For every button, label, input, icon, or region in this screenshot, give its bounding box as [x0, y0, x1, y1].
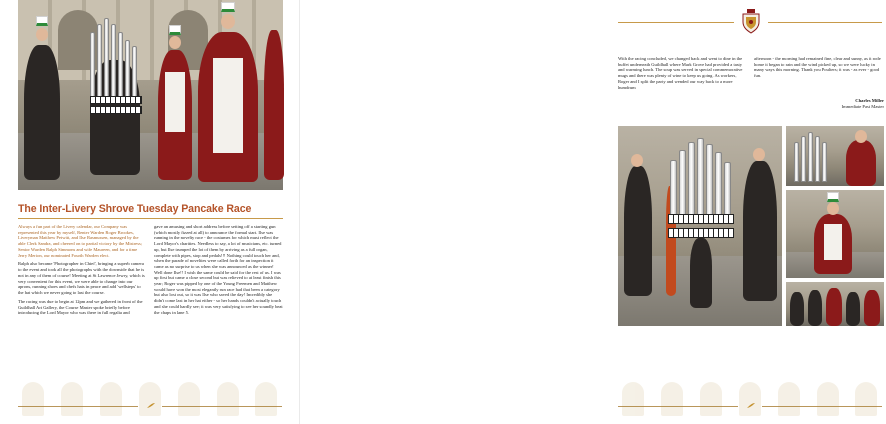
body-paragraph: afternoon - the morning had remained fine, clear and sunny, as it rode home it began to rain and the wind picked up, so we were lucky in many ways this morning. Thank you Poulters; it was - as ever - good fun. — [754, 56, 881, 79]
right-page — [300, 0, 884, 424]
right-column-1 — [618, 56, 748, 114]
body-paragraph: With the racing concluded, we changed back and went to dine in the buffet underneath Guildhall where Mark Grove had provided a tasty and warming lunch. The soup was served in special commemorative mugs and there was plenty of wine to keep us going. As workers, Roger and I split the party and wended our way back to a more humdrum — [618, 56, 743, 90]
body-paragraph: gave an amusing and short address before setting off a starting gun (which mostly fizzed at all) to announce the formal start. Ilse was running in the novelty race - the costumes for which must reflect the Lord Mayor's charities. Needless to say, a lot of musicians, etc. turned up, but Ilse trumped the lot of them by arriving as a full organ, complete with pipes, stop and pedals!!! Nothing could touch her and, when the parade of novelties were called forth for an inspection it came as no surprise to us when she was announced as the winner! Well done Ilse!! I wish the same could be said for the rest of us. I was up first but came a close second but was relieved to at least finish this year; Roger was pipped by one of the Young Freemen and Matthew would have won the most elegantly run race had that been a category but also lost out, so it was Ilse who saved the day! Incredibly she didn't come last in her hat either - so her hands couldn't actually touch and she could hardly see; it was very satisfying to see her soundly beat the chaps in lane 5. — [154, 224, 283, 315]
page-watermark — [614, 376, 886, 416]
header-rule-left — [618, 22, 734, 23]
livery-crest-icon — [740, 8, 762, 34]
left-page — [0, 0, 300, 424]
race-group-photo — [18, 0, 283, 190]
red-robe-runner-photo — [786, 190, 884, 278]
page-watermark — [14, 376, 286, 416]
organ-closeup-photo — [786, 126, 884, 186]
left-column-1 — [18, 224, 146, 390]
signature-name: Charles Miller — [855, 98, 884, 103]
title-underline — [18, 218, 283, 219]
article-title: The Inter-Livery Shrove Tuesday Pancake Race — [18, 203, 252, 215]
signature-title: Immediate Past Master — [841, 104, 884, 109]
crowd-photo — [786, 282, 884, 326]
body-paragraph: The racing was due to begin at 12pm and we gathered in front of the Guildhall Art Gallery, the Course Master spoke briefly before introducing the Lord Mayor who was there in full regalia and — [18, 298, 143, 316]
right-column-2 — [754, 56, 884, 96]
organ-runner-photo — [618, 126, 782, 326]
body-paragraph: Ralph also became 'Photographer in Chief', bringing a superb camera to the event and took all the photographs with the downside that he is not in any of them of course! Meeting at St Lawrence Jewry, which is very convenient for this event, we were able to change into our aprons, running shoes and chefs hats in peace and add 'wellsteps' to the hat which we never going to last the course. — [18, 261, 145, 295]
header-rule-right — [768, 22, 882, 23]
left-column-2 — [154, 224, 283, 390]
intro-paragraph: Always a fun part of the Livery calendar, our Company was represented this year by myself, Renter Warden Roger Brookes, Liveryman Matthew Petwitt, and Ilse Rasmussen, managed by the able Clerk Sandra, and cheered on to partial victory by the Mistress; Senior Warden Ralph Simmons and wife Maureen, and for a time Jerry Merion, our nominated Fourth Warden elect. — [18, 224, 142, 258]
